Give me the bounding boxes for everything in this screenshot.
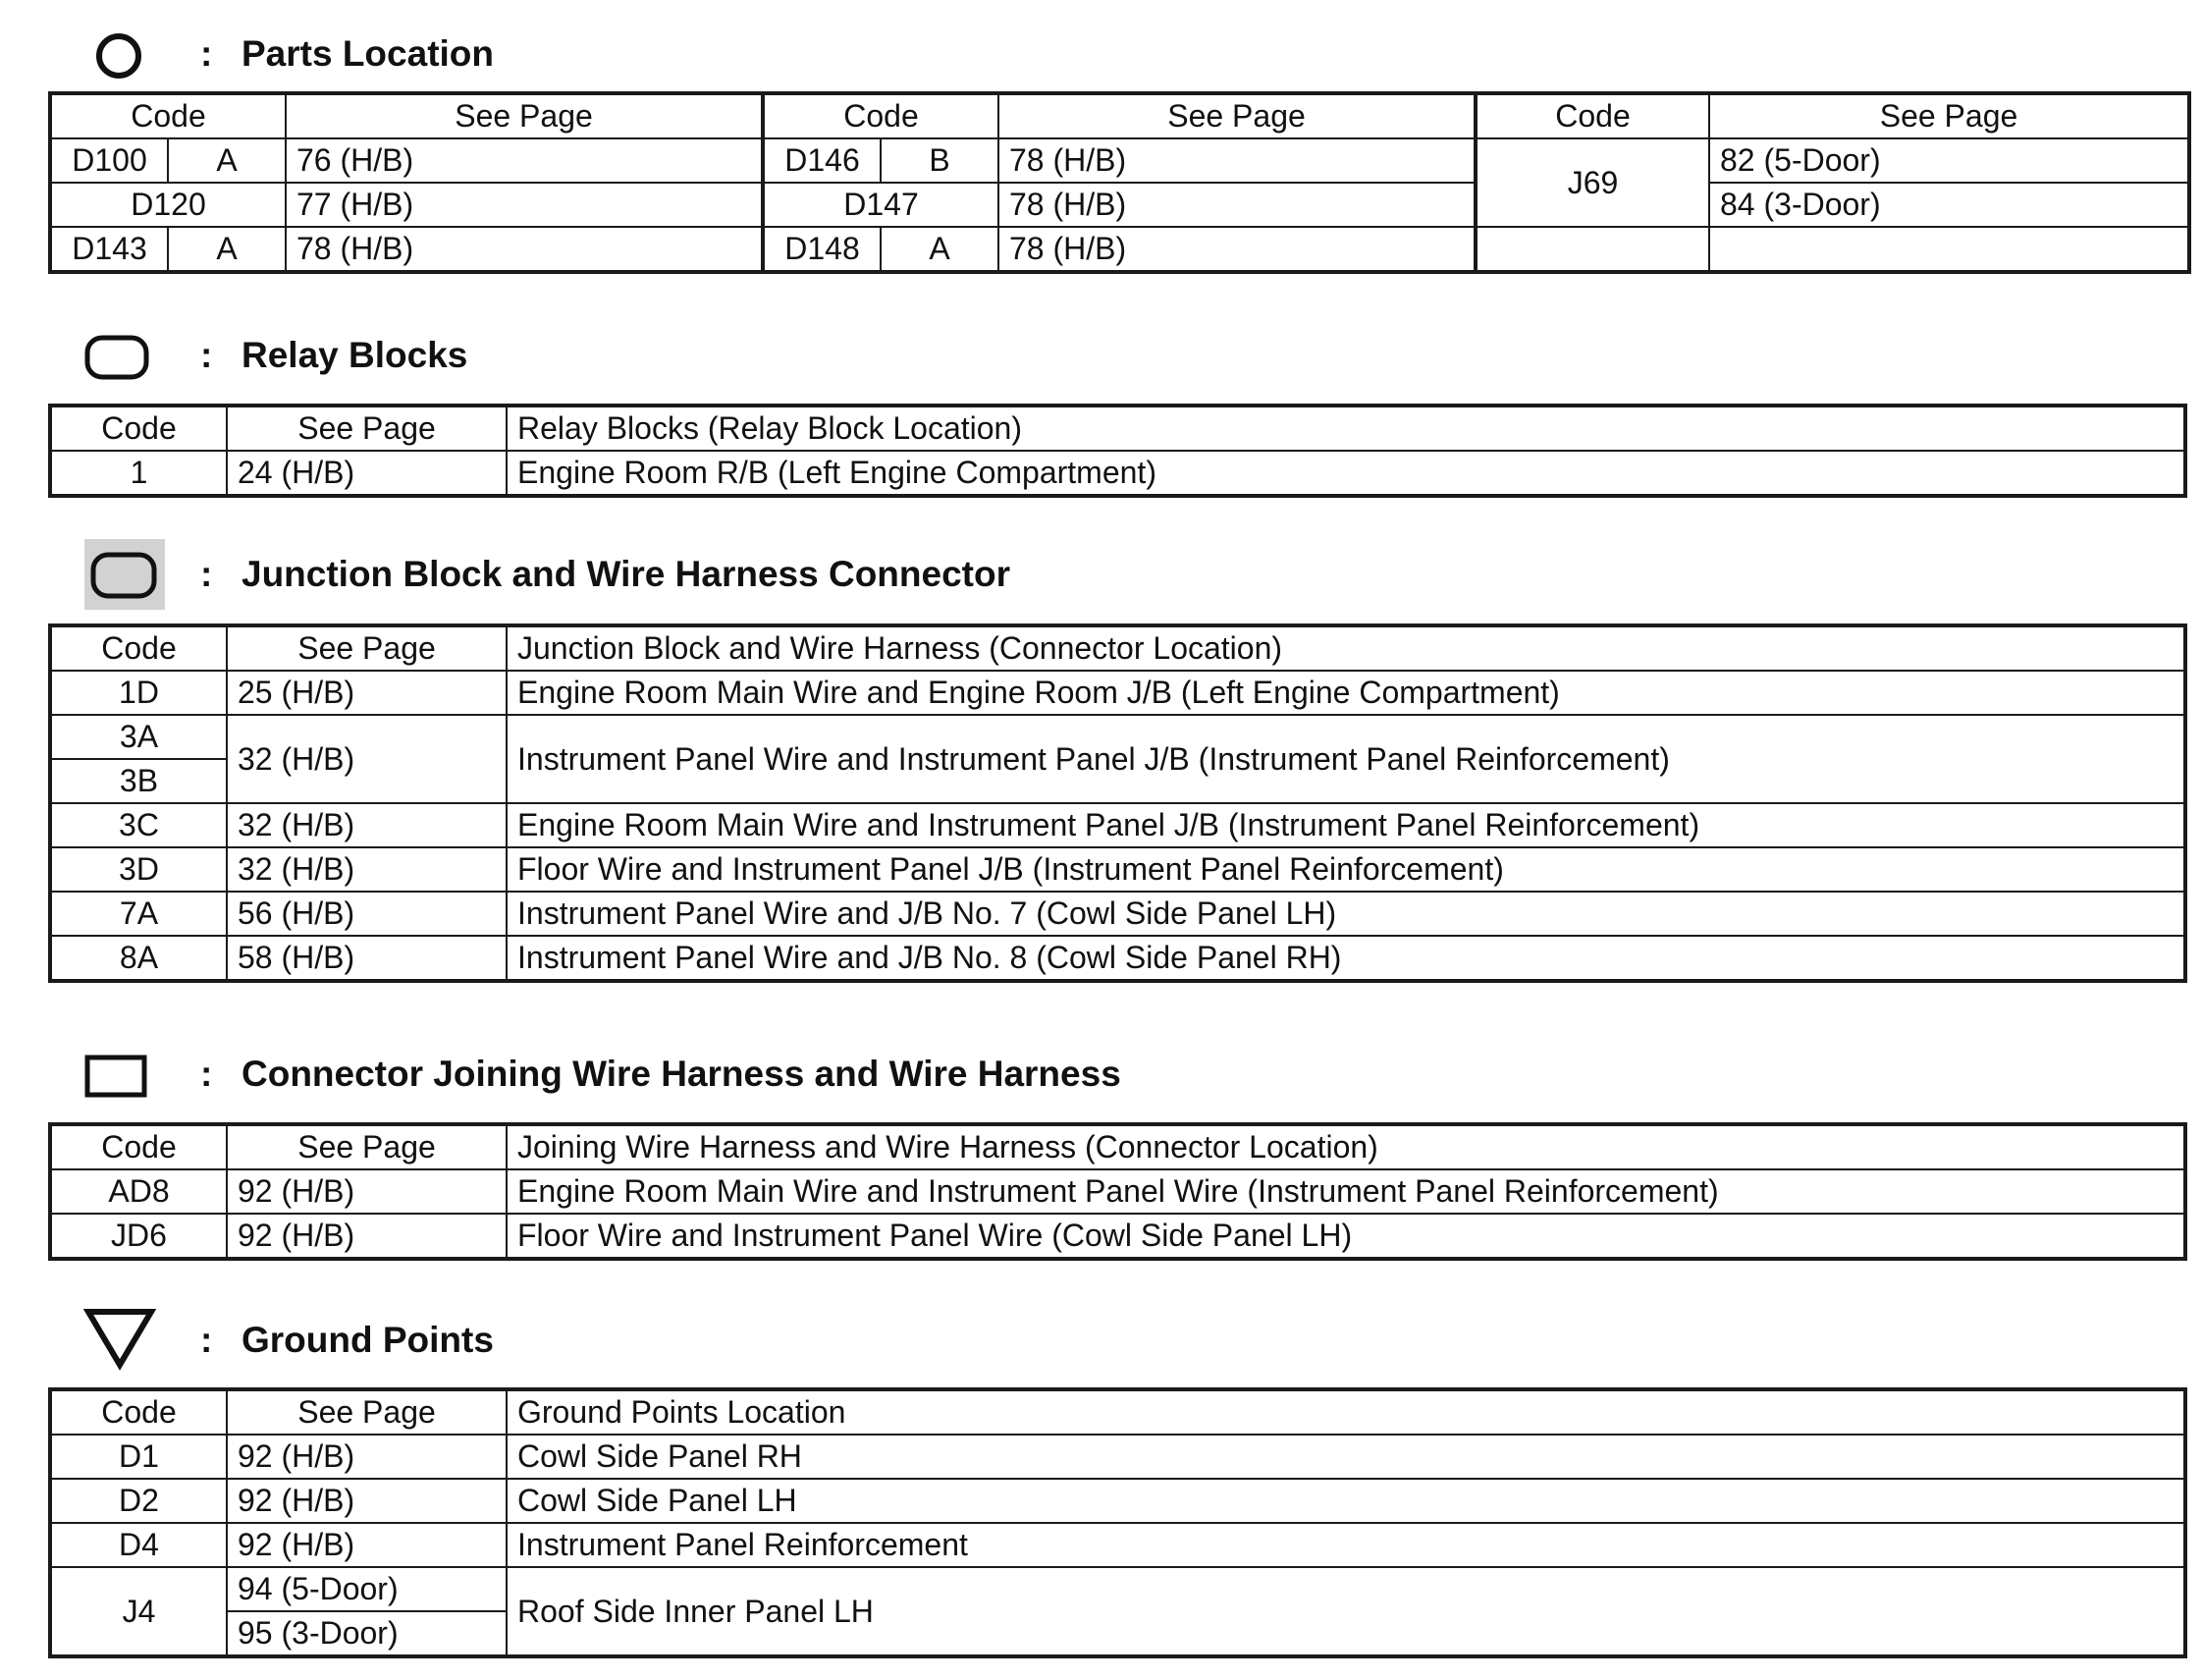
- header-code: Code: [50, 1389, 227, 1435]
- code-cell: 3D: [50, 847, 227, 892]
- page-cell: 92 (H/B): [227, 1435, 507, 1479]
- table-row: [50, 1567, 2185, 1611]
- table-row: [50, 451, 2185, 496]
- code-cell: 3B: [50, 759, 227, 803]
- code-cell: 7A: [50, 892, 227, 936]
- ground-points-table: [48, 1387, 2187, 1658]
- colon: :: [200, 1054, 213, 1094]
- section-title: Junction Block and Wire Harness Connector: [242, 554, 1010, 594]
- page-cell: 77 (H/B): [286, 183, 763, 227]
- page-cell: 94 (5-Door): [227, 1567, 507, 1611]
- table-header-row: [50, 93, 2189, 138]
- empty-cell: [1709, 227, 2189, 272]
- code-cell: D147: [763, 183, 998, 227]
- table-row: [50, 138, 2189, 183]
- page-cell: 92 (H/B): [227, 1214, 507, 1259]
- table-header-row: [50, 1389, 2185, 1435]
- header-see-page: See Page: [998, 93, 1476, 138]
- code-cell: D146: [763, 138, 881, 183]
- table-row: [50, 1214, 2185, 1259]
- code-cell: JD6: [50, 1214, 227, 1259]
- section-title: Relay Blocks: [242, 335, 468, 375]
- header-description: Joining Wire Harness and Wire Harness (Connector Location): [507, 1124, 2185, 1169]
- table-row: [50, 1523, 2185, 1567]
- table-row: [50, 1435, 2185, 1479]
- table-row: [50, 183, 2189, 227]
- header-see-page: See Page: [286, 93, 763, 138]
- colon: :: [200, 335, 213, 375]
- description-cell: Roof Side Inner Panel LH: [507, 1567, 2185, 1656]
- description-cell: Engine Room R/B (Left Engine Compartment): [507, 451, 2185, 496]
- code-cell: D1: [50, 1435, 227, 1479]
- table-row: [50, 847, 2185, 892]
- relay-blocks-header: [0, 321, 1374, 390]
- header-see-page: See Page: [227, 625, 507, 671]
- description-cell: Cowl Side Panel LH: [507, 1479, 2185, 1523]
- code-cell: AD8: [50, 1169, 227, 1214]
- rectangle-icon: [84, 1055, 147, 1098]
- page-cell: 25 (H/B): [227, 671, 507, 715]
- code-cell: 1: [50, 451, 227, 496]
- header-code: Code: [763, 93, 998, 138]
- description-cell: Instrument Panel Reinforcement: [507, 1523, 2185, 1567]
- page-cell: 95 (3-Door): [227, 1611, 507, 1656]
- relay-blocks-table: [48, 404, 2187, 498]
- code-cell: D4: [50, 1523, 227, 1567]
- page-cell: 78 (H/B): [998, 183, 1476, 227]
- shaded-rounded-rectangle-icon: [90, 552, 157, 599]
- header-code: Code: [50, 1124, 227, 1169]
- header-see-page: See Page: [227, 1124, 507, 1169]
- description-cell: Instrument Panel Wire and Instrument Panel J/B (Instrument Panel Reinforcement): [507, 715, 2185, 803]
- code-cell: D120: [50, 183, 286, 227]
- header-code: Code: [50, 93, 286, 138]
- table-row: [50, 803, 2185, 847]
- sub-code-cell: A: [168, 138, 286, 183]
- junction-block-table: [48, 623, 2187, 983]
- description-cell: Floor Wire and Instrument Panel Wire (Cowl Side Panel LH): [507, 1214, 2185, 1259]
- empty-cell: [1476, 227, 1709, 272]
- connector-joining-table: [48, 1122, 2187, 1261]
- table-row: [50, 1479, 2185, 1523]
- junction-block-header: [0, 540, 1374, 609]
- description-cell: Cowl Side Panel RH: [507, 1435, 2185, 1479]
- description-cell: Engine Room Main Wire and Instrument Panel Wire (Instrument Panel Reinforcement): [507, 1169, 2185, 1214]
- section-title: Parts Location: [242, 33, 494, 74]
- page-cell: 32 (H/B): [227, 715, 507, 803]
- sub-code-cell: A: [881, 227, 998, 272]
- description-cell: Instrument Panel Wire and J/B No. 8 (Cowl Side Panel RH): [507, 936, 2185, 981]
- table-header-row: [50, 1124, 2185, 1169]
- code-cell: J4: [50, 1567, 227, 1656]
- page-cell: 32 (H/B): [227, 847, 507, 892]
- code-cell: 3A: [50, 715, 227, 759]
- triangle-down-icon: [82, 1306, 157, 1371]
- sub-code-cell: A: [168, 227, 286, 272]
- table-header-row: [50, 406, 2185, 451]
- page-cell: 24 (H/B): [227, 451, 507, 496]
- page-cell: 92 (H/B): [227, 1523, 507, 1567]
- page-cell: 84 (3-Door): [1709, 183, 2189, 227]
- page-cell: 76 (H/B): [286, 138, 763, 183]
- code-cell: D143: [50, 227, 168, 272]
- page-cell: 78 (H/B): [998, 138, 1476, 183]
- header-code: Code: [1476, 93, 1709, 138]
- rounded-rectangle-icon: [84, 335, 149, 380]
- table-row: [50, 936, 2185, 981]
- colon: :: [200, 33, 213, 74]
- header-description: Junction Block and Wire Harness (Connector Location): [507, 625, 2185, 671]
- header-description: Ground Points Location: [507, 1389, 2185, 1435]
- description-cell: Floor Wire and Instrument Panel J/B (Instrument Panel Reinforcement): [507, 847, 2185, 892]
- code-cell: J69: [1476, 138, 1709, 227]
- colon: :: [200, 1320, 213, 1360]
- header-see-page: See Page: [227, 1389, 507, 1435]
- code-cell: D100: [50, 138, 168, 183]
- connector-joining-header: [0, 1040, 1374, 1109]
- page-cell: 92 (H/B): [227, 1169, 507, 1214]
- section-title: Connector Joining Wire Harness and Wire Harness: [242, 1054, 1121, 1094]
- description-cell: Instrument Panel Wire and J/B No. 7 (Cowl Side Panel LH): [507, 892, 2185, 936]
- sub-code-cell: B: [881, 138, 998, 183]
- colon: :: [200, 554, 213, 594]
- table-header-row: [50, 625, 2185, 671]
- description-cell: Engine Room Main Wire and Engine Room J/B (Left Engine Compartment): [507, 671, 2185, 715]
- table-row: [50, 892, 2185, 936]
- ground-points-header: [0, 1306, 1374, 1375]
- code-cell: D148: [763, 227, 881, 272]
- page-cell: 58 (H/B): [227, 936, 507, 981]
- page-cell: 56 (H/B): [227, 892, 507, 936]
- table-row: [50, 227, 2189, 272]
- header-code: Code: [50, 625, 227, 671]
- header-see-page: See Page: [1709, 93, 2189, 138]
- table-row: [50, 1169, 2185, 1214]
- page-cell: 92 (H/B): [227, 1479, 507, 1523]
- code-cell: D2: [50, 1479, 227, 1523]
- table-row: [50, 715, 2185, 759]
- code-cell: 1D: [50, 671, 227, 715]
- header-description: Relay Blocks (Relay Block Location): [507, 406, 2185, 451]
- table-row: [50, 671, 2185, 715]
- circle-icon: [94, 31, 143, 81]
- parts-location-table: [48, 91, 2191, 274]
- header-code: Code: [50, 406, 227, 451]
- page-cell: 82 (5-Door): [1709, 138, 2189, 183]
- description-cell: Engine Room Main Wire and Instrument Panel J/B (Instrument Panel Reinforcement): [507, 803, 2185, 847]
- code-cell: 3C: [50, 803, 227, 847]
- section-title: Ground Points: [242, 1320, 494, 1360]
- page-cell: 78 (H/B): [286, 227, 763, 272]
- code-cell: 8A: [50, 936, 227, 981]
- page-cell: 32 (H/B): [227, 803, 507, 847]
- header-see-page: See Page: [227, 406, 507, 451]
- page-cell: 78 (H/B): [998, 227, 1476, 272]
- parts-location-header: [0, 20, 1374, 88]
